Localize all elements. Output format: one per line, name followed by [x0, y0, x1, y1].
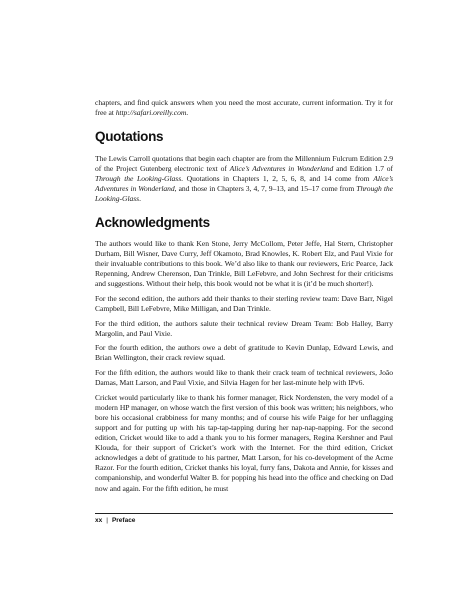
ack-paragraph-2: For the second edition, the authors add their thanks to their sterling review team: Dave Barr, Nigel Campbell, Bill LeFebvre, Mike Milligan, and Dan Trinkle. — [95, 293, 393, 314]
intro-paragraph-block — [95, 98, 393, 118]
footer-separator: | — [106, 517, 108, 524]
ack-paragraph-3: For the third edition, the authors salute their technical review Dream Team: Bob Halley, Barry Margolin, and Paul Vixie. — [95, 318, 393, 338]
acknowledgments-section — [95, 215, 393, 231]
book-title-looking-glass: Through the Looking-Glass — [95, 184, 393, 204]
book-title-alice: Alice’s Adventures in Wonderland — [229, 164, 334, 174]
quotations-heading: Quotations — [95, 129, 164, 144]
acknowledgments-heading: Acknowledgments — [95, 215, 210, 230]
page-number: xx — [95, 517, 103, 524]
footer-divider — [95, 513, 393, 514]
intro-text: chapters, and find quick answers when you need the most accurate, current information. Try it for free at — [95, 98, 393, 118]
book-title-looking-glass: Through the Looking-Glass — [95, 174, 182, 184]
page-footer — [95, 517, 135, 524]
intro-paragraph — [95, 98, 393, 118]
quotations-body — [95, 154, 393, 204]
footer-section-title: Preface — [111, 517, 136, 524]
ack-paragraph-1: The authors would like to thank Ken Stone, Jerry McCollom, Peter Jeffe, Hal Stern, Christopher Durham, Bill Wisner, Dave Curry, Jeff Okamoto, Brad Knowles, K. Robert Elz, and Paul Vixie for their invaluable contributions to this book. We’d also like to thank our reviewers, Eric Pearce, Jack Repenning, Andrew Cherenson, Dan Trinkle, Bill LeFebvre, and John Sechrest for their criticisms and suggestions. Without their help, this book would not be what it is (it’d be much shorter!). — [95, 239, 393, 289]
intro-end: . — [186, 108, 189, 118]
quotations-paragraph: The Lewis Carroll quotations that begin each chapter are from the Millennium Fulcrum Edition 2.9 of the Project Gutenberg electronic text of Alice’s Adventures in Wonderland and Edition 1.7 of Through the Looking-Glass. Quotations in Chapters 1, 2, 5, 6, 8, and 14 come from Alice’s Adventures in Wonderland, and those in Chapters 3, 4, 7, 9–13, and 15–17 come from Through the Looking-Glass. — [95, 154, 393, 204]
ack-paragraph-5: For the fifth edition, the authors would like to thank their crack team of technical reviewers, João Damas, Matt Larson, and Paul Vixie, and Silvia Hagen for her last-minute help with IPv6. — [95, 368, 393, 388]
ack-paragraph-6: Cricket would particularly like to thank his former manager, Rick Nordensten, the very model of a modern HP manager, on whose watch the first version of this book was written; his neighbors, who bore his occasional crabbiness for many months; and of course his wife Paige for her unflagging support and for putting up with his tap-tap-tapping during her nap-nap-napping. For the second edition, Cricket would like to add a thank you to his former managers, Regina Kershner and Paul Klouda, for their support of Cricket’s work with the Internet. For the third edition, Cricket acknowledges a debt of gratitude to his partner, Matt Larson, for his co-development of the Acme Razor. For the fourth edition, Cricket thanks his loyal, furry fans, Dakota and Annie, for kisses and companionship, and wonderful Walter B. for popping his head into the office and checking on Dad now and again. For the fifth edition, he must — [95, 392, 393, 493]
book-title-alice: Alice’s Adventures in Wonderland — [95, 174, 393, 194]
acknowledgments-body — [95, 239, 393, 494]
ack-paragraph-4: For the fourth edition, the authors owe a debt of gratitude to Kevin Dunlap, Edward Lewis, and Brian Wellington, their crack review squad. — [95, 343, 393, 363]
quotations-section — [95, 129, 393, 145]
safari-link[interactable]: http://safari.oreilly.com — [115, 108, 187, 118]
